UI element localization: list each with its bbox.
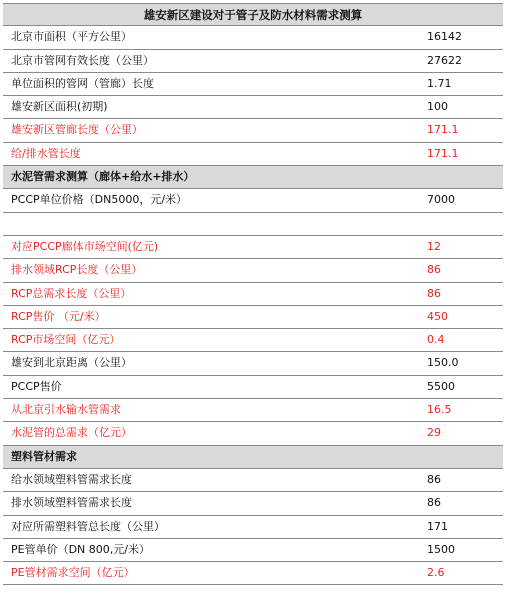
table-row xyxy=(3,26,503,49)
row-value: 86 xyxy=(427,472,441,486)
blank-row xyxy=(3,213,503,236)
row-label: 水泥管的总需求（亿元） xyxy=(11,426,132,440)
table-row xyxy=(3,259,503,282)
row-label: RCP市场空间（亿元） xyxy=(11,333,121,347)
section-header-row xyxy=(3,446,503,469)
row-value: 86 xyxy=(427,286,441,300)
row-label: PE管材需求空间（亿元） xyxy=(11,566,135,580)
table-title: 雄安新区建设对于管子及防水材料需求测算 xyxy=(143,8,363,22)
table-row xyxy=(3,469,503,492)
table-row xyxy=(3,50,503,73)
table-row xyxy=(3,492,503,515)
row-value: 171 xyxy=(427,519,448,533)
row-label: RCP售价 （元/米） xyxy=(11,309,106,323)
table-row xyxy=(3,119,503,142)
row-label: PCCP单位价格（DN5000，元/米） xyxy=(11,193,188,207)
row-label: PE管单价（DN 800,元/米） xyxy=(11,542,150,556)
table-row xyxy=(3,352,503,375)
table-row xyxy=(3,329,503,352)
row-label: 北京市面积（平方公里） xyxy=(11,30,132,44)
table-row xyxy=(3,562,503,585)
row-label: 对应PCCP廊体市场空间(亿元) xyxy=(11,239,159,253)
row-value: 0.4 xyxy=(427,333,445,347)
row-label: 对应所需塑料管总长度（公里） xyxy=(11,519,165,533)
row-value: 171.1 xyxy=(427,146,459,160)
row-value: 2.6 xyxy=(427,566,445,580)
row-label: 排水领域RCP长度（公里） xyxy=(11,263,143,277)
table-row xyxy=(3,189,503,212)
row-value: 1.71 xyxy=(427,76,452,90)
table-row xyxy=(3,306,503,329)
row-value: 16142 xyxy=(427,30,462,44)
row-label: RCP总需求长度（公里） xyxy=(11,286,132,300)
row-value: 86 xyxy=(427,496,441,510)
table-row xyxy=(3,143,503,166)
row-value: 150.0 xyxy=(427,356,459,370)
row-label: 雄安新区面积(初期) xyxy=(11,100,108,114)
row-value: 12 xyxy=(427,239,441,253)
row-label: 雄安到北京距离（公里） xyxy=(11,356,132,370)
row-value: 171.1 xyxy=(427,123,459,137)
row-value: 86 xyxy=(427,263,441,277)
table-title-row xyxy=(3,3,503,26)
row-label: 从北京引水输水管需求 xyxy=(11,403,121,417)
table-row xyxy=(3,236,503,259)
row-label: 雄安新区管廊长度（公里） xyxy=(11,123,143,137)
section-label: 水泥管需求测算（廊体+给水+排水） xyxy=(11,170,195,184)
section-label: 塑料管材需求 xyxy=(11,449,77,463)
row-value: 100 xyxy=(427,100,448,114)
table-row xyxy=(3,539,503,562)
row-value: 1500 xyxy=(427,542,455,556)
section-header-row xyxy=(3,166,503,189)
table-row xyxy=(3,283,503,306)
row-label: 给水领域塑料管需求长度 xyxy=(11,472,132,486)
row-value: 16.5 xyxy=(427,403,452,417)
row-label: PCCP售价 xyxy=(11,379,62,393)
row-value: 5500 xyxy=(427,379,455,393)
table-row xyxy=(3,96,503,119)
row-label: 北京市管网有效长度（公里） xyxy=(11,53,154,67)
row-value: 7000 xyxy=(427,193,455,207)
table-row xyxy=(3,376,503,399)
table-row xyxy=(3,516,503,539)
row-label: 给/排水管长度 xyxy=(11,146,81,160)
row-value: 27622 xyxy=(427,53,462,67)
table-row xyxy=(3,422,503,445)
row-label: 单位面积的管网（管廊）长度 xyxy=(11,76,154,90)
table-row xyxy=(3,399,503,422)
demand-estimate-table xyxy=(3,3,503,585)
table-row xyxy=(3,73,503,96)
row-value: 450 xyxy=(427,309,448,323)
row-value: 29 xyxy=(427,426,441,440)
table-body xyxy=(3,26,503,585)
row-label: 排水领域塑料管需求长度 xyxy=(11,496,132,510)
